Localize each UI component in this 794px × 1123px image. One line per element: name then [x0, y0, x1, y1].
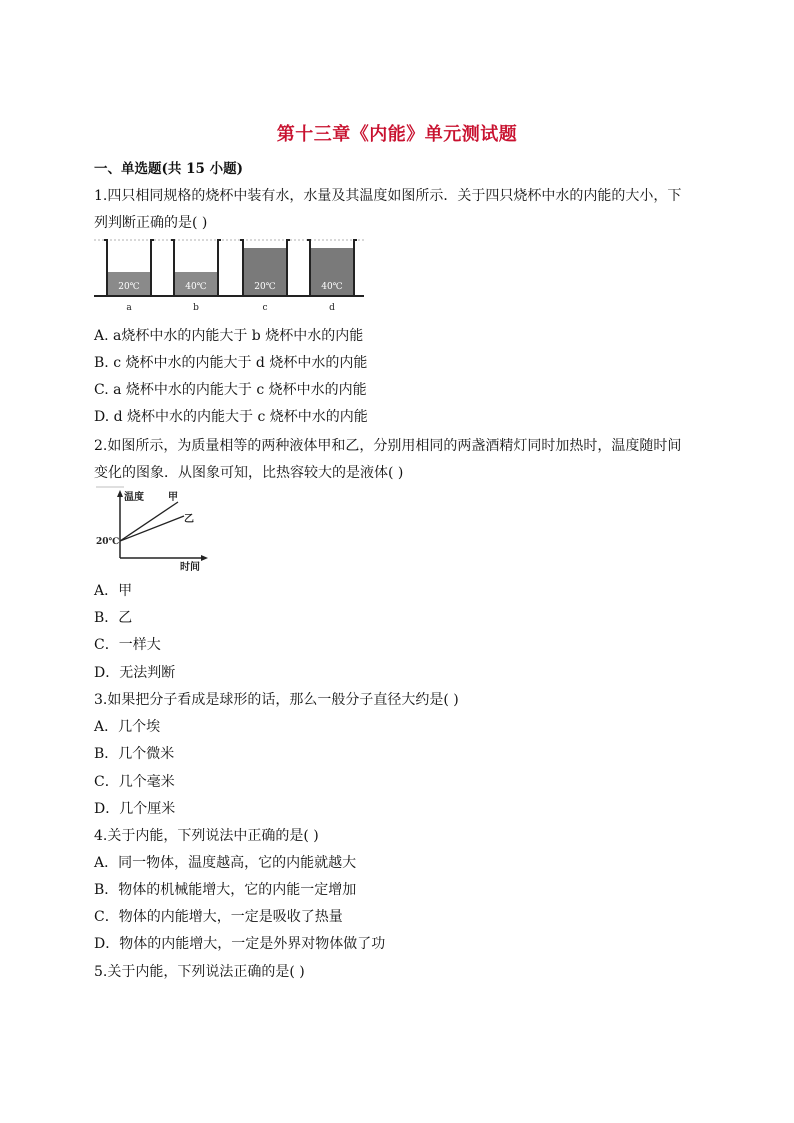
beaker-a-temp: 20℃ [118, 282, 140, 292]
beaker-b-temp: 40℃ [185, 282, 207, 292]
q5-stem: 5.关于内能，下列说法正确的是( ) [94, 964, 305, 980]
beaker-b [171, 240, 221, 313]
beaker-c-label: c [262, 303, 268, 313]
beaker-d [307, 240, 357, 313]
beaker-a-label: a [126, 303, 132, 313]
q4-option-d: D．物体的内能增大，一定是外界对物体做了功 [94, 936, 386, 952]
line-yi-label: 乙 [184, 514, 194, 525]
temperature-graph [94, 486, 214, 572]
q3-stem: 3.如果把分子看成是球形的话，那么一般分子直径大约是( ) [94, 692, 459, 708]
q1-stem-line1: 1.四只相同规格的烧杯中装有水，水量及其温度如图所示．关于四只烧杯中水的内能的大小，下 [94, 188, 682, 204]
beaker-d-temp: 40℃ [321, 282, 343, 292]
q2-option-c: C．一样大 [94, 637, 161, 653]
q1-option-b: B. c 烧杯中水的内能大于 d 烧杯中水的内能 [94, 355, 368, 371]
q4-option-b: B．物体的机械能增大，它的内能一定增加 [94, 882, 357, 898]
beakers-figure [94, 236, 374, 316]
beaker-c [240, 240, 290, 313]
line-jia-label: 甲 [168, 492, 178, 503]
y-axis-label: 温度 [124, 492, 144, 503]
q1-stem-line2: 列判断正确的是( ) [94, 215, 208, 231]
temperature-graph-svg [94, 486, 214, 572]
q3-option-a: A．几个埃 [94, 719, 161, 735]
page-title: 第十三章《内能》单元测试题 [276, 124, 518, 145]
q2-option-d: D．无法判断 [94, 665, 176, 681]
beaker-b-label: b [193, 303, 199, 313]
q4-option-a: A．同一物体，温度越高，它的内能就越大 [94, 855, 357, 871]
q1-option-d: D. d 烧杯中水的内能大于 c 烧杯中水的内能 [94, 409, 368, 425]
beaker-a [104, 240, 154, 313]
q2-stem-line1: 2.如图所示，为质量相等的两种液体甲和乙，分别用相同的两盏酒精灯同时加热时，温度随时间 [94, 438, 682, 454]
q4-stem: 4.关于内能，下列说法中正确的是( ) [94, 828, 319, 844]
start-temp-label: 20℃ [96, 537, 120, 547]
q1-option-c: C. a 烧杯中水的内能大于 c 烧杯中水的内能 [94, 382, 367, 398]
q2-option-a: A．甲 [94, 583, 133, 599]
beaker-c-temp: 20℃ [254, 282, 276, 292]
q1-option-a: A. a烧杯中水的内能大于 b 烧杯中水的内能 [94, 328, 364, 344]
section-heading: 一、单选题(共 15 小题) [94, 161, 243, 177]
q2-option-b: B．乙 [94, 610, 133, 626]
q3-option-d: D．几个厘米 [94, 801, 176, 817]
q3-option-b: B．几个微米 [94, 746, 175, 762]
beakers-svg [94, 236, 374, 316]
x-axis-label: 时间 [180, 562, 200, 572]
q2-stem-line2: 变化的图象．从图象可知，比热容较大的是液体( ) [94, 465, 404, 481]
beaker-d-label: d [329, 303, 335, 313]
q4-option-c: C．物体的内能增大，一定是吸收了热量 [94, 909, 343, 925]
q3-option-c: C．几个毫米 [94, 774, 175, 790]
